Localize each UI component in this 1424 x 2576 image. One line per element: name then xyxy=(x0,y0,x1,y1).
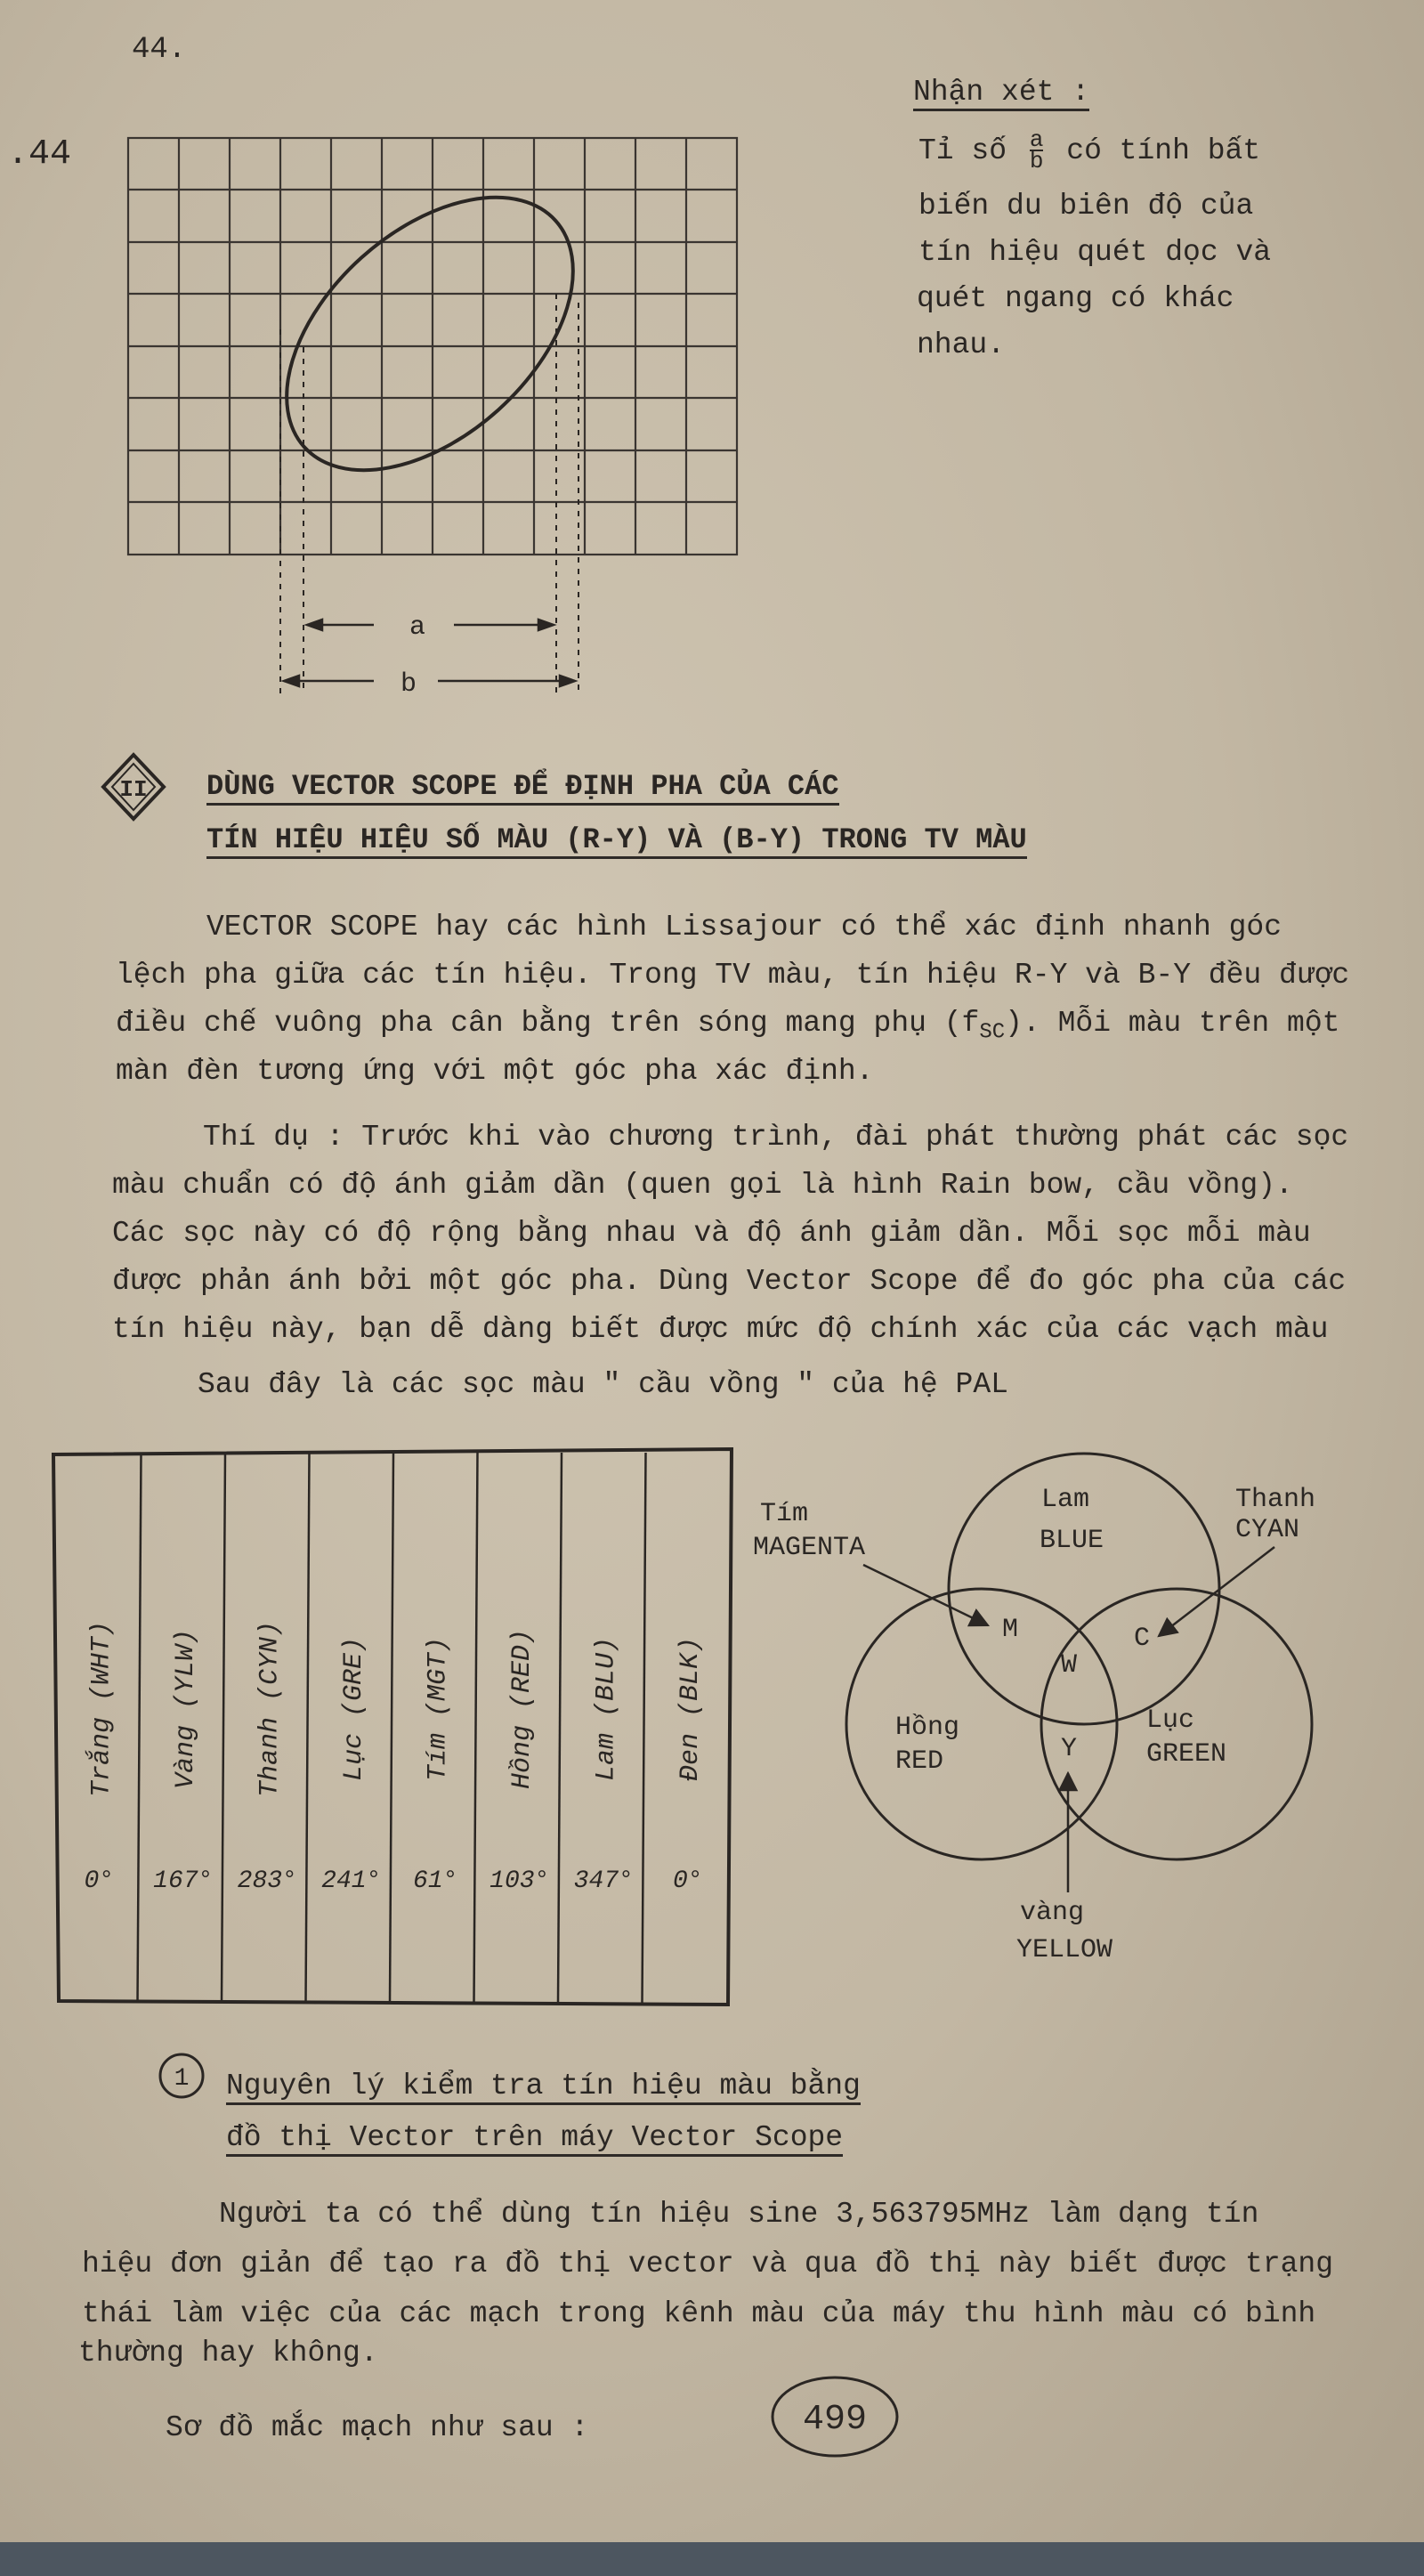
color-bar-name: Đen (BLK) xyxy=(675,1636,706,1782)
label-b: b xyxy=(400,669,417,700)
color-bar-angle: 283° xyxy=(237,1867,297,1895)
color-bar-name: Lục (GRE) xyxy=(338,1636,369,1782)
paragraph-2-line-1: Thí dụ : Trước khi vào chương trình, đài phát thường phát các sọc xyxy=(203,1121,1349,1154)
paragraph-1-line-1: VECTOR SCOPE hay các hình Lissajour có thể xác định nhanh góc xyxy=(206,911,1282,944)
remark-line-5: nhau. xyxy=(917,328,1006,361)
red-label-vn: Hồng xyxy=(895,1713,960,1743)
paragraph-2-line-4: được phản ánh bởi một góc pha. Dùng Vector Scope để đo góc pha của các xyxy=(112,1265,1347,1298)
column-divider xyxy=(222,1453,225,2003)
yellow-label-vn: vàng xyxy=(1020,1898,1085,1928)
bottom-edge xyxy=(0,2542,1424,2576)
column-divider xyxy=(390,1453,393,2003)
paragraph-1-line-2: lệch pha giữa các tín hiệu. Trong TV màu, tín hiệu R-Y và B-Y đều được xyxy=(116,959,1350,992)
color-bar-name: Lam (BLU) xyxy=(591,1636,622,1782)
paragraph-1-line-3: điều chế vuông pha cân bằng trên sóng mang phụ $(f_{SC})$. Mỗi màu trên một xyxy=(116,1007,1340,1045)
section-title-line-2: TÍN HIỆU HIỆU SỐ MÀU (R-Y) VÀ (B-Y) TRONG TV MÀU xyxy=(206,817,1027,863)
subsection-title-line-1: Nguyên lý kiểm tra tín hiệu màu bằng xyxy=(226,2063,861,2110)
column-divider xyxy=(138,1453,142,2003)
paragraph-5: Sơ đồ mắc mạch như sau : xyxy=(166,2411,589,2444)
color-bar-name: Hồng (RED) xyxy=(506,1628,538,1790)
color-bar-angle: 0° xyxy=(672,1867,703,1895)
paragraph-2-line-5: tín hiệu này, bạn dễ dàng biết được mức độ chính xác của các vạch màu xyxy=(112,1313,1329,1346)
svg-text:499: 499 xyxy=(802,2400,868,2440)
remark-line-3: tín hiệu quét dọc và xyxy=(918,236,1272,269)
region-c: C xyxy=(1134,1624,1151,1654)
svg-text:II: II xyxy=(119,776,148,803)
color-bar-angle: 347° xyxy=(573,1867,634,1895)
color-bars-table xyxy=(44,1442,748,2012)
venn-diagram xyxy=(748,1406,1335,1976)
lissajous-figure xyxy=(116,125,756,703)
section-title-line-1: DÙNG VECTOR SCOPE ĐỂ ĐỊNH PHA CỦA CÁC xyxy=(206,764,839,810)
column-divider xyxy=(474,1453,478,2003)
grid xyxy=(128,138,737,555)
blue-label-en: BLUE xyxy=(1040,1526,1104,1556)
color-bar-angle: 241° xyxy=(321,1867,382,1895)
paragraph-4-line-2: hiệu đơn giản để tạo ra đồ thị vector và qua đồ thị này biết được trạng xyxy=(82,2248,1334,2280)
remark-line-2: biến du biên độ của xyxy=(918,190,1254,223)
paragraph-2-line-2: màu chuẩn có độ ánh giảm dần (quen gọi là hình Rain bow, cầu vồng). xyxy=(112,1169,1293,1202)
column-divider xyxy=(306,1453,310,2003)
paragraph-4-line-1: Người ta có thể dùng tín hiệu sine 3,563795MHz làm dạng tín xyxy=(219,2198,1259,2231)
column-divider xyxy=(643,1453,646,2003)
svg-text:1: 1 xyxy=(174,2065,190,2093)
color-bar-name: Thanh (CYN) xyxy=(255,1620,286,1798)
paragraph-4-line-4: thường hay không. xyxy=(78,2337,378,2369)
remark-line-1: Tỉ số $\frac{a}{b}$ có tính bất xyxy=(918,126,1261,175)
magenta-arrow xyxy=(863,1565,988,1625)
magenta-label-en: MAGENTA xyxy=(753,1533,866,1563)
yellow-label-en: YELLOW xyxy=(1016,1935,1113,1965)
region-y: Y xyxy=(1061,1734,1078,1764)
region-w: W xyxy=(1061,1650,1078,1681)
paragraph-2-line-3: Các sọc này có độ rộng bằng nhau và độ ánh giảm dần. Mỗi sọc mỗi màu xyxy=(112,1217,1311,1250)
color-bar-angle: 61° xyxy=(413,1867,458,1895)
red-label-en: RED xyxy=(895,1746,944,1777)
color-bar-angle: 103° xyxy=(490,1867,550,1895)
cyan-label-en: CYAN xyxy=(1235,1515,1300,1545)
region-m: M xyxy=(1002,1615,1019,1645)
lissajous-ellipse xyxy=(236,144,624,522)
color-bar-name: Tím (MGT) xyxy=(423,1636,454,1782)
page-stamp xyxy=(764,2368,906,2466)
color-bar-name: Trắng (WHT) xyxy=(86,1620,117,1798)
green-label-vn: Lục xyxy=(1146,1705,1195,1736)
margin-mark: .44 xyxy=(7,134,72,174)
paragraph-1-line-4: màn đèn tương ứng với một góc pha xác định. xyxy=(116,1055,874,1088)
color-bar-angle: 0° xyxy=(84,1867,115,1895)
cyan-label-vn: Thanh xyxy=(1235,1485,1316,1515)
green-label-en: GREEN xyxy=(1146,1739,1227,1770)
blue-label-vn: Lam xyxy=(1041,1485,1090,1515)
paragraph-3: Sau đây là các sọc màu " cầu vồng " của hệ PAL xyxy=(198,1368,1008,1401)
subsection-title-line-2: đồ thị Vector trên máy Vector Scope xyxy=(226,2115,843,2161)
remark-title: Nhận xét : xyxy=(913,69,1089,116)
paragraph-4-line-3: thái làm việc của các mạch trong kênh màu của máy thu hình màu có bình xyxy=(82,2297,1316,2330)
section-marker xyxy=(100,751,167,822)
color-bar-name: Vàng (YLW) xyxy=(170,1628,201,1790)
remark-line-4: quét ngang có khác xyxy=(917,282,1234,315)
column-divider xyxy=(558,1453,562,2003)
label-a: a xyxy=(409,612,426,643)
color-bar-angle: 167° xyxy=(153,1867,214,1895)
ratio-fraction: $\frac{a}{b}$ xyxy=(1029,126,1044,175)
subsection-marker xyxy=(157,2051,206,2101)
page-number-top: 44. xyxy=(132,33,187,67)
magenta-label-vn: Tím xyxy=(760,1499,809,1529)
